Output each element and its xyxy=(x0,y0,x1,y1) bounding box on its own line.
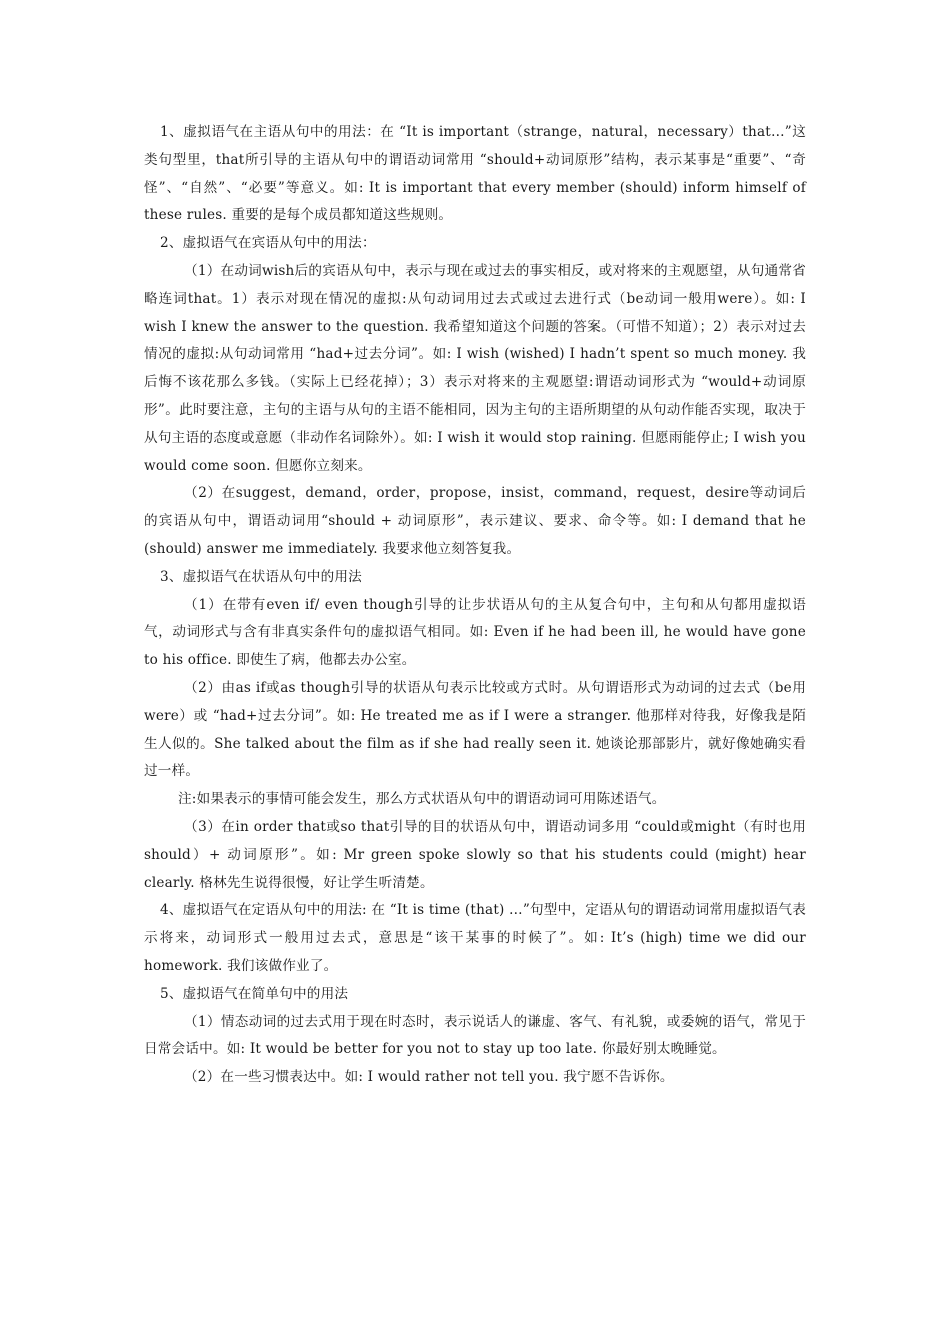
section-3-item-3-in-order-that: （3）在in order that或so that引导的目的状语从句中，谓语动词多用 “could或might（有时也用should）+ 动词原形”。如: Mr green spoke slowly so that his students could (might) hear clearly. 格林先生说得很慢，好让学生听清楚。 xyxy=(144,818,806,891)
section-1-subject-clause: 1、虚拟语气在主语从句中的用法：在 “It is important（strange，natural，necessary）that…”这类句型里，that所引导的主语从句中的谓语动词常用 “should+动词原形”结构，表示某事是“重要”、“奇怪”、“自然”、“必要”等意义。如: It is important that every member (should) inform himself of these rules. 重要的是每个成员都知道这些规则。 xyxy=(144,124,806,224)
section-4-attributive-clause: 4、虚拟语气在定语从句中的用法: 在 “It is time (that) …”句型中，定语从句的谓语动词常用虚拟语气表示将来，动词形式一般用过去式，意思是“该干某事的时候了”。如: It’s (high) time we did our homework. 我们该做作业了。 xyxy=(144,902,806,974)
document-page xyxy=(144,119,806,1092)
section-3-item-2-as-if: （2）由as if或as though引导的状语从句表示比较或方式时。从句谓语形式为动词的过去式（be用were）或 “had+过去分词”。如: He treated me as if I were a stranger. 他那样对待我，好像我是陌生人似的。She talked about the film as if she had really seen it. 她谈论那部影片，就好像她确实看过一样。 xyxy=(144,679,806,780)
section-5-heading: 5、虚拟语气在简单句中的用法 xyxy=(160,985,349,1002)
section-2-heading: 2、虚拟语气在宾语从句中的用法： xyxy=(160,235,376,252)
section-2-item-2-suggest: （2）在suggest，demand，order，propose，insist，command，request，desire等动词后的宾语从句中，谓语动词用“should + 动词原形”，表示建议、要求、命令等。如: I demand that he (should) answer me immediately. 我要求他立刻答复我。 xyxy=(144,485,806,557)
section-3-note: 注:如果表示的事情可能会发生，那么方式状语从句中的谓语动词可用陈述语气。 xyxy=(178,791,666,808)
section-5-item-1-modal: （1）情态动词的过去式用于现在时态时，表示说话人的谦虚、客气、有礼貌，或委婉的语气，常见于日常会话中。如: It would be better for you not to stay up too late. 你最好别太晚睡觉。 xyxy=(144,1013,806,1058)
section-2-item-1-wish: （1）在动词wish后的宾语从句中，表示与现在或过去的事实相反，或对将来的主观愿望，从句通常省略连词that。1）表示对现在情况的虚拟:从句动词用过去式或过去进行式（be动词一般用were）。如: I wish I knew the answer to the question. 我希望知道这个问题的答案。（可惜不知道）；2）表示对过去情况的虚拟:从句动词常用 “had+过去分词”。如: I wish (wished) I hadn’t spent so much money. 我后悔不该花那么多钱。（实际上已经花掉）；3）表示对将来的主观愿望:谓语动词形式为 “would+动词原形”。此时要注意，主句的主语与从句的主语不能相同，因为主句的主语所期望的从句动作能否实现，取决于从句主语的态度或意愿（非动作名词除外）。如: I wish it would stop raining. 但愿雨能停止; I wish you would come soon. 但愿你立刻来。 xyxy=(144,262,806,474)
section-3-heading: 3、虚拟语气在状语从句中的用法 xyxy=(160,568,362,585)
section-5-item-2-idiom: （2）在一些习惯表达中。如: I would rather not tell you. 我宁愿不告诉你。 xyxy=(184,1069,674,1086)
section-3-item-1-even-if: （1）在带有even if/ even though引导的让步状语从句的主从复合句中，主句和从句都用虚拟语气，动词形式与含有非真实条件句的虚拟语气相同。如: Even if he had been ill, he would have gone to his office. 即使生了病，他都去办公室。 xyxy=(144,596,806,669)
